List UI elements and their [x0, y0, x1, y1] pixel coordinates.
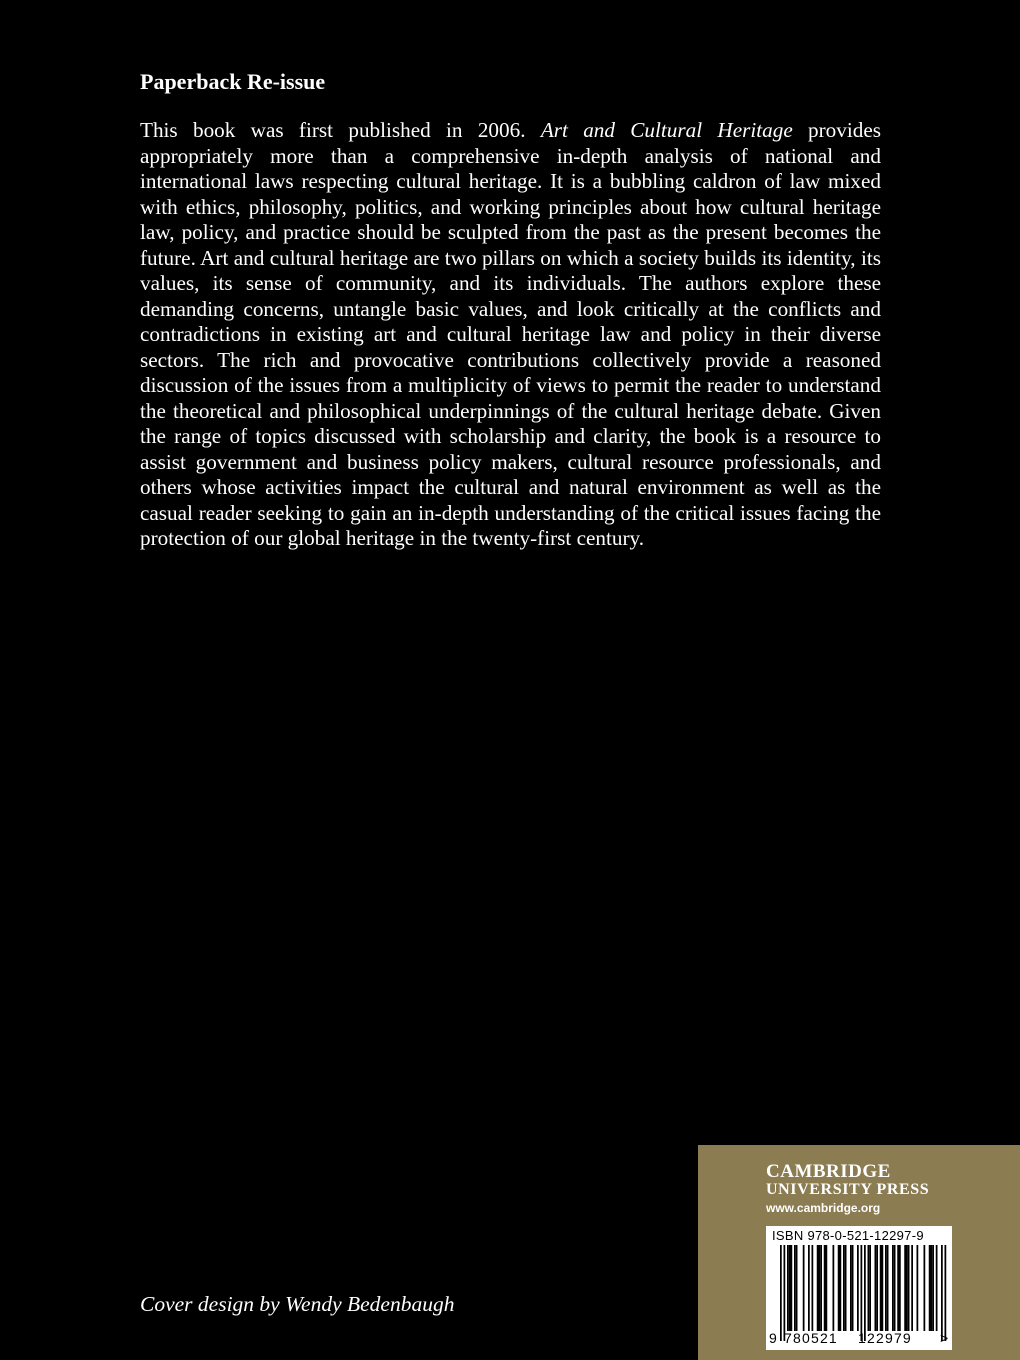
barcode-bar	[908, 1245, 910, 1331]
barcode-bar	[924, 1245, 926, 1331]
publisher-panel	[698, 1145, 1020, 1360]
book-description	[140, 118, 881, 552]
barcode-bar	[892, 1245, 894, 1331]
barcode-bar	[789, 1245, 791, 1331]
barcode-bar	[880, 1245, 882, 1331]
barcode-bar	[932, 1245, 934, 1331]
barcode-bar	[904, 1245, 906, 1331]
publisher-name	[766, 1153, 891, 1183]
barcode-right-digits: 122979	[858, 1330, 912, 1346]
barcode-bar	[899, 1245, 901, 1331]
barcode-bar	[875, 1245, 877, 1331]
barcode-bar	[876, 1245, 878, 1331]
barcode-bar	[917, 1245, 919, 1331]
isbn-label: ISBN 978-0-521-12297-9	[772, 1228, 924, 1243]
barcode-bar	[911, 1245, 913, 1331]
barcode-bar	[820, 1245, 822, 1331]
barcode-bar	[808, 1245, 810, 1331]
barcode-bar	[945, 1245, 947, 1341]
barcode-bar	[780, 1245, 782, 1341]
barcode-bar	[838, 1245, 840, 1331]
barcode-bar	[843, 1245, 845, 1331]
barcode-bar	[784, 1245, 786, 1341]
barcode-bar	[817, 1245, 819, 1331]
barcode-bar	[861, 1245, 863, 1341]
barcode-bar	[852, 1245, 854, 1331]
barcode-bar	[936, 1245, 938, 1331]
barcode-bar	[787, 1245, 789, 1331]
barcode-bar	[794, 1245, 796, 1331]
barcode-bar	[845, 1245, 847, 1331]
description-intro: This book was first published in 2006.	[140, 118, 541, 142]
barcode-bar	[803, 1245, 805, 1331]
barcode-bar	[906, 1245, 908, 1331]
barcode-bar	[887, 1245, 889, 1331]
barcode-bar	[894, 1245, 896, 1331]
cover-design-credit: Cover design by Wendy Bedenbaugh	[140, 1292, 455, 1316]
publisher-url: www.cambridge.org	[766, 1201, 881, 1215]
barcode-bar	[812, 1245, 814, 1331]
barcode-bar	[857, 1245, 859, 1331]
barcode-bar	[868, 1245, 870, 1331]
barcode-bar	[796, 1245, 798, 1331]
publisher-subtitle-text: UNIVERSITY PRESS	[766, 1181, 930, 1198]
barcode-bar	[824, 1245, 826, 1331]
barcode-bar	[931, 1245, 933, 1331]
barcode-quiet-zone-marker: >	[940, 1330, 949, 1346]
barcode-left-digits: 780521	[784, 1330, 838, 1346]
publisher-name-text: cambridge	[766, 1153, 891, 1183]
barcode-bar	[850, 1245, 852, 1331]
barcode-bar	[826, 1245, 828, 1331]
barcode-bar	[929, 1245, 931, 1331]
barcode-bar	[833, 1245, 835, 1331]
barcode-box	[766, 1226, 952, 1350]
barcode-first-digit: 9	[769, 1330, 777, 1346]
description-body: provides appropriately more than a comprehensive in-depth analysis of national and international laws respecting cultural heritage. It is a bubbling caldron of law mixed with ethics, philosophy, politics, and working principles about how cultural heritage law, policy, and practice should be sculpted from the past as the present becomes the future. Art and cultural heritage are two pillars on which a society builds its identity, its values, its sense of community, and its individuals. The authors explore these demanding concerns, untangle basic values, and look critically at the conflicts and contradictions in existing art and cultural heritage law and policy in their diverse sectors. The rich and provocative contributions collectively provide a reasoned discussion of the issues from a multiplicity of views to permit the reader to understand the theoretical and philosophical underpinnings of the cultural heritage debate. Given the range of topics discussed with scholarship and clarity, the book is a resource to assist government and business policy makers, cultural resource professionals, and others whose activities impact the cultural and natural environment as well as the casual reader seeking to gain an in-depth understanding of the critical issues facing the protection of our global heritage in the twenty-first century.	[140, 118, 881, 550]
barcode-bar	[869, 1245, 871, 1331]
barcode-bar	[864, 1245, 866, 1341]
section-heading: Paperback Re-issue	[140, 69, 326, 94]
barcode-digits	[766, 1328, 952, 1348]
barcode-bar	[882, 1245, 884, 1331]
publisher-subtitle	[766, 1181, 929, 1199]
barcode-bar	[840, 1245, 842, 1331]
barcode-bar	[791, 1245, 793, 1331]
barcode-bar	[897, 1245, 899, 1331]
barcode-bar	[941, 1245, 943, 1341]
barcode-bar	[885, 1245, 887, 1331]
barcode-bar	[819, 1245, 821, 1331]
book-title-italic: Art and Cultural Heritage	[540, 118, 793, 142]
